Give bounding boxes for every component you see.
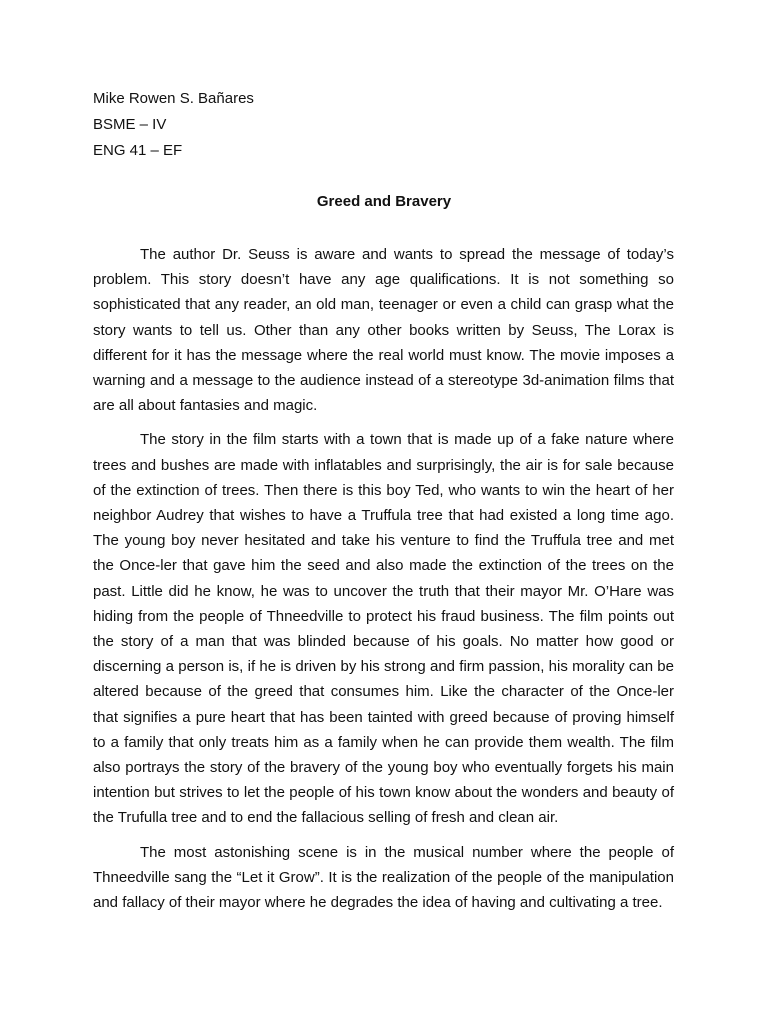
essay-body bbox=[93, 242, 674, 924]
author-course: BSME – IV bbox=[93, 116, 167, 133]
essay-paragraph-1: The author Dr. Seuss is aware and wants to spread the message of today’s problem. This story doesn’t have any age qualifications. It is not something so sophisticated that any reader, an old man, teenager or even a child can grasp what the story wants to tell us. Other than any other books written by Seuss, The Lorax is different for it has the message where the real world must know. The movie imposes a warning and a message to the audience instead of a stereotype 3d-animation films that are all about fantasies and magic. bbox=[93, 246, 674, 415]
essay-title: Greed and Bravery bbox=[316, 193, 452, 210]
author-class: ENG 41 – EF bbox=[93, 142, 183, 159]
author-header bbox=[93, 86, 254, 164]
essay-paragraph-3: The most astonishing scene is in the musical number where the people of Thneedville sang the “Let it Grow”. It is the realization of the people of the manipulation and fallacy of their mayor where he degrades the idea of having and cultivating a tree. bbox=[93, 843, 674, 912]
author-name: Mike Rowen S. Bañares bbox=[93, 90, 254, 107]
essay-paragraph-2: The story in the film starts with a town that is made up of a fake nature where trees and bushes are made with inflatables and surprisingly, the air is for sale because of the extinction of trees. Then there is this boy Ted, who wants to win the heart of her neighbor Audrey that wishes to have a Truffula tree that had existed a long time ago. The young boy never hesitated and take his venture to find the Truffula tree and met the Once-ler that gave him the seed and also made the extinction of the trees on the past. Little did he know, he was to uncover the truth that their mayor Mr. O’Hare was hiding from the people of Thneedville to protect his fraud business. The film points out the story of a man that was blinded because of his goals. No matter how good or discerning a person is, if he is driven by his strong and firm passion, his morality can be altered because of the greed that consumes him. Like the character of the Once-ler that signifies a pure heart that has been tainted with greed because of proving himself to a family that only treats him as a family when he can provide them wealth. The film also portrays the story of the bravery of the young boy who eventually forgets his main intention but strives to let the people of his town know about the wonders and beauty of the Trufulla tree and to end the fallacious selling of fresh and clean air. bbox=[93, 431, 674, 827]
